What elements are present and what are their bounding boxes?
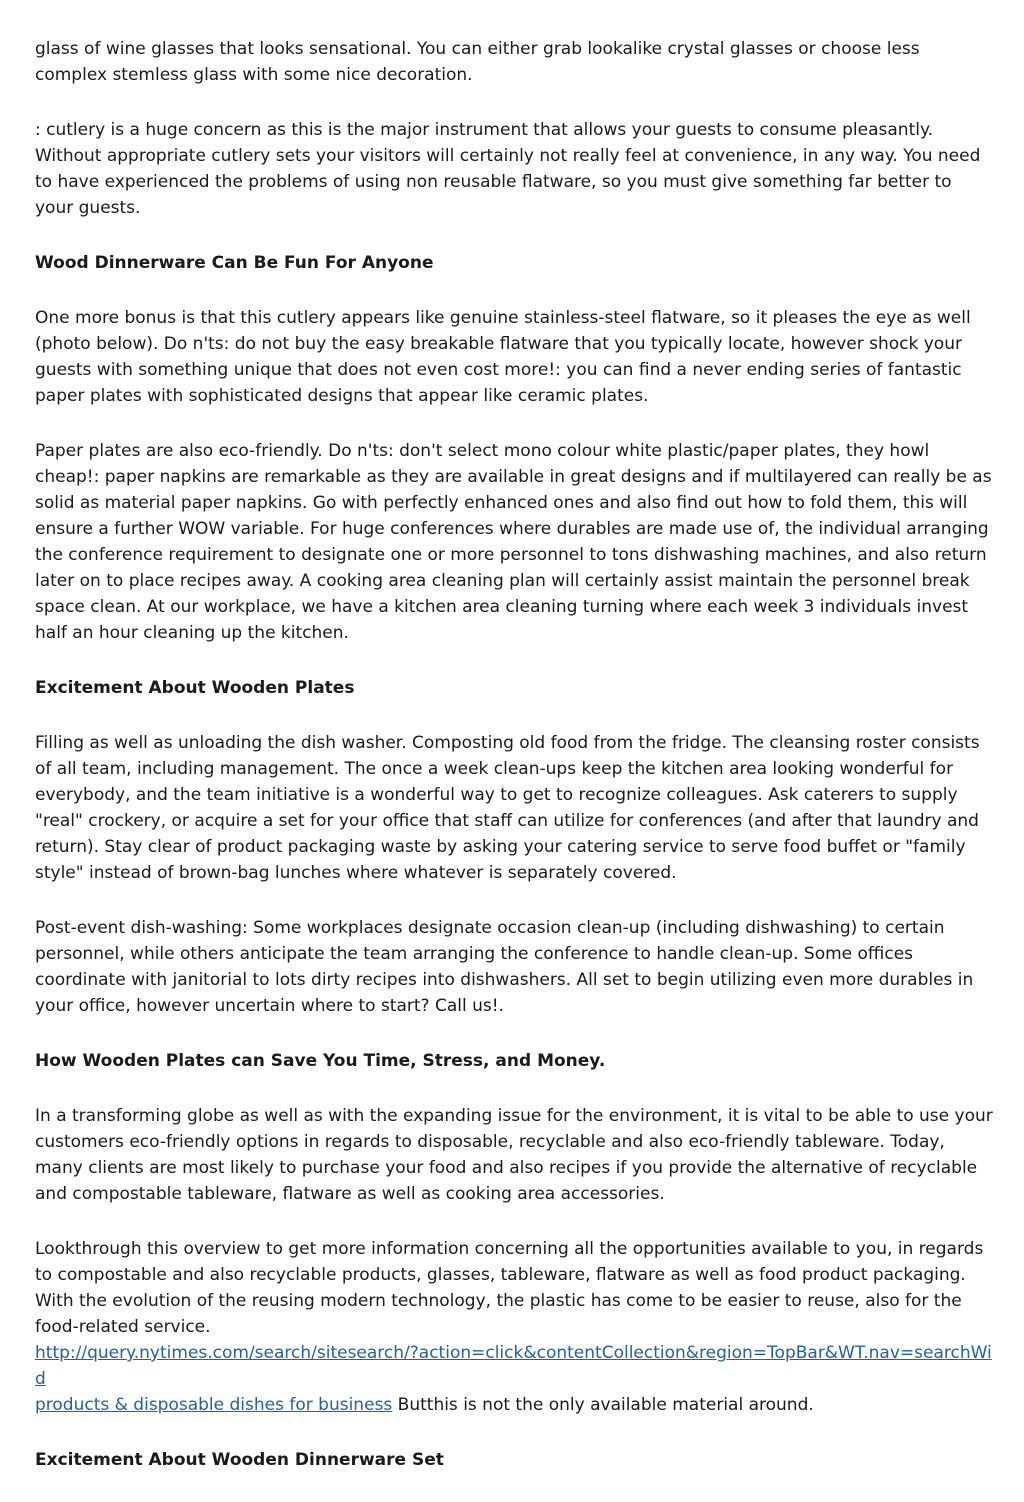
paragraph-cutlery: : cutlery is a huge concern as this is the major instrument that allows your guests to consume pleasantly. Without appropriate cutlery sets your visitors will certainly not really feel at convenience, in any way. You need to have experienced the problems of using non reusable flatware, so you must give something far better to your guests.: [35, 120, 981, 218]
heading-save-time: How Wooden Plates can Save You Time, Stress, and Money.: [35, 1051, 606, 1071]
heading-excitement-wooden-plates: Excitement About Wooden Plates: [35, 678, 355, 698]
article-body: [35, 36, 995, 1502]
heading-wood-dinnerware: Wood Dinnerware Can Be Fun For Anyone: [35, 253, 434, 273]
paragraph-post-event: Post-event dish-washing: Some workplaces designate occasion clean-up (including dishwashing) to certain personnel, while others anticipate the team arranging the conference to handle clean-up. Some offices coordinate with janitorial to lots dirty recipes into dishwashers. All set to begin utilizing even more durables in your office, however uncertain where to start? Call us!.: [35, 918, 974, 1016]
paragraph-wine-glasses: glass of wine glasses that looks sensational. You can either grab lookalike crystal glasses or choose less complex stemless glass with some nice decoration.: [35, 39, 920, 85]
link-text-line: products & disposable dishes for business: [35, 1395, 393, 1415]
paragraph-cutlery-bonus: One more bonus is that this cutlery appears like genuine stainless-steel flatware, so it pleases the eye as well (photo below). Do n'ts: do not buy the easy breakable flatware that you typically locate, however shock your guests with something unique that does not even cost more!: you can find a never ending series of fantastic paper plates with sophisticated designs that appear like ceramic plates.: [35, 308, 971, 406]
paragraph-paper-plates: Paper plates are also eco-friendly. Do n'ts: don't select mono colour white plastic/paper plates, they howl cheap!: paper napkins are remarkable as they are available in great designs and if multilayered can really be as solid as material paper napkins. Go with perfectly enhanced ones and also find out how to fold them, this will ensure a further WOW variable. For huge conferences where durables are made use of, the individual arranging the conference requirement to designate one or more personnel to tons dishwashing machines, and also return later on to place recipes away. A cooking area cleaning plan will certainly assist maintain the personnel break space clean. At our workplace, we have a kitchen area cleaning turning where each week 3 individuals invest half an hour cleaning up the kitchen.: [35, 441, 992, 643]
link-url-line: http://query.nytimes.com/search/sitesearch/?action=click&contentCollection&region=TopBar&WT.nav=searchWid: [35, 1343, 992, 1389]
heading-wooden-dinnerware-set: Excitement About Wooden Dinnerware Set: [35, 1450, 444, 1470]
lookthrough-tail: Butthis is not the only available material around.: [392, 1395, 814, 1415]
paragraph-lookthrough: [35, 1236, 995, 1418]
lookthrough-text: Lookthrough this overview to get more information concerning all the opportunities available to you, in regards to compostable and also recyclable products, glasses, tableware, flatware as well as food product packaging. With the evolution of the reusing modern technology, the plastic has come to be easier to reuse, also for the food-related service.: [35, 1239, 984, 1337]
paragraph-dish-washer: Filling as well as unloading the dish washer. Composting old food from the fridge. The cleansing roster consists of all team, including management. The once a week clean-ups keep the kitchen area looking wonderful for everybody, and the team initiative is a wonderful way to get to recognize colleagues. Ask caterers to supply "real" crockery, or acquire a set for your office that staff can utilize for conferences (and after that laundry and return). Stay clear of product packaging waste by asking your catering service to serve food buffet or "family style" instead of brown-bag lunches where whatever is separately covered.: [35, 733, 980, 883]
paragraph-transforming-globe: In a transforming globe as well as with the expanding issue for the environment, it is vital to be able to use your customers eco-friendly options in regards to disposable, recyclable and also eco-friendly tableware. Today, many clients are most likely to purchase your food and also recipes if you provide the alternative of recyclable and compostable tableware, flatware as well as cooking area accessories.: [35, 1106, 993, 1204]
